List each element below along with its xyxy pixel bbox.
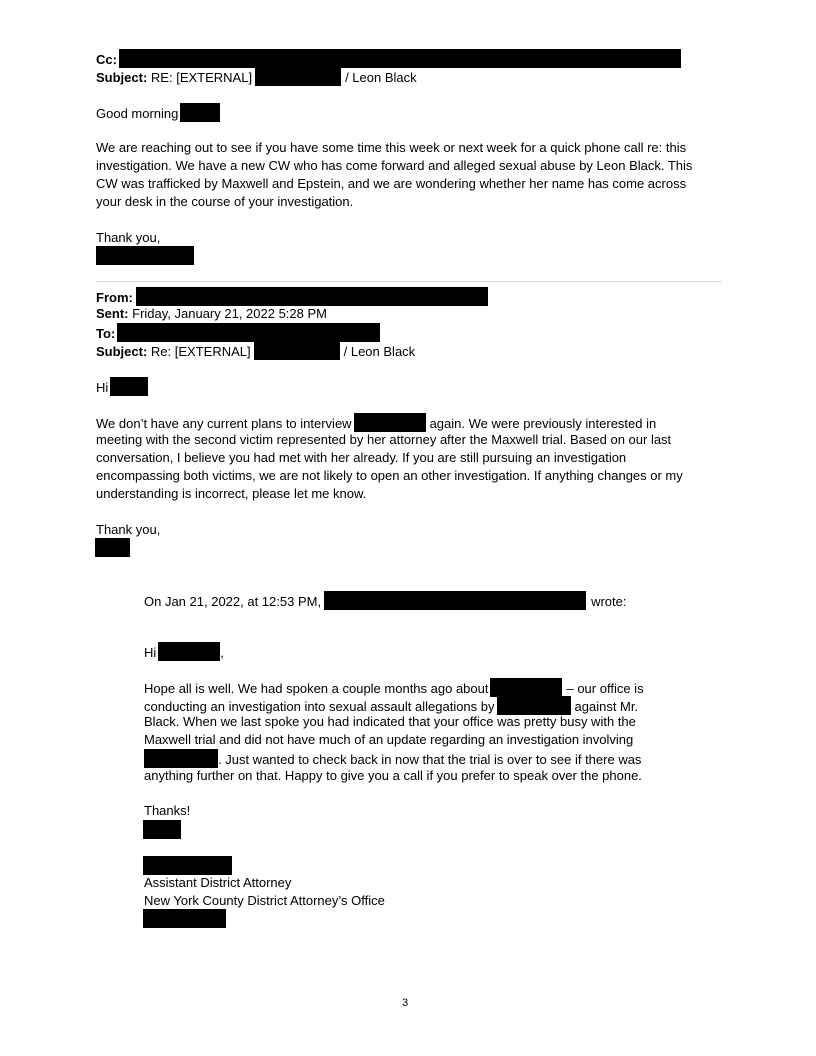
subject-label: Subject:: [96, 70, 148, 85]
signature-redaction: [95, 538, 130, 557]
signature-office: New York County District Attorney’s Office: [144, 893, 385, 908]
sent-value: Friday, January 21, 2022 5:28 PM: [132, 306, 327, 321]
subject-suffix: / Leon Black: [343, 344, 416, 359]
body-line: investigation. We have a new CW who has come forward and alleged sexual abuse by Leon Black. This: [96, 158, 693, 173]
closing: Thank you,: [96, 230, 161, 245]
body-text: again. We were previously interested in: [429, 416, 657, 431]
body-line: conversation, I believe you had met with her already. If you are still pursuing an investigation: [96, 450, 627, 465]
signature-redaction: [143, 820, 181, 839]
greeting: [96, 377, 148, 397]
sent-label: Sent:: [96, 306, 129, 321]
greeting-text: ,: [220, 645, 224, 660]
greeting: [96, 103, 220, 123]
signature-redaction: [143, 909, 226, 928]
closing: Thanks!: [144, 803, 191, 818]
body-line: meeting with the second victim represented by her attorney after the Maxwell trial. Based on our last: [96, 432, 672, 447]
subject-label: Subject:: [96, 344, 148, 359]
greeting-text: Good morning: [96, 106, 179, 121]
body-line: We are reaching out to see if you have some time this week or next week for a quick phone call re: this: [96, 140, 687, 155]
body-text: Hope all is well. We had spoken a couple months ago about: [144, 681, 489, 696]
redaction: [255, 67, 341, 86]
body-text: conducting an investigation into sexual assault allegations by: [144, 699, 495, 714]
signature-redaction: [96, 246, 194, 265]
greeting-text: Hi: [96, 380, 109, 395]
redaction: [254, 341, 340, 360]
redaction: [324, 591, 586, 610]
signature-title: Assistant District Attorney: [144, 875, 292, 890]
body-line: your desk in the course of your investigation.: [96, 194, 354, 209]
body-line: [144, 678, 644, 698]
subject-prefix: RE: [EXTERNAL]: [150, 70, 253, 85]
redaction: [119, 49, 681, 68]
redaction: [136, 287, 488, 306]
redaction: [117, 323, 380, 342]
quote-header-text: On Jan 21, 2022, at 12:53 PM,: [144, 594, 322, 609]
body-line: [144, 749, 641, 769]
body-text: – our office is: [566, 681, 644, 696]
subject-line: [96, 341, 415, 361]
body-line: encompassing both victims, we are not likely to open an other investigation. If anything changes or my: [96, 468, 683, 483]
to-line: [96, 323, 380, 343]
cc-label: Cc:: [96, 52, 117, 67]
redaction: [158, 642, 220, 661]
greeting-text: Hi: [144, 645, 157, 660]
divider: [96, 281, 722, 282]
redaction: [144, 749, 218, 768]
closing: Thank you,: [96, 522, 161, 537]
quote-header: [144, 591, 626, 611]
body-text: We don’t have any current plans to interview: [96, 416, 352, 431]
from-line: [96, 287, 488, 307]
body-line: anything further on that. Happy to give you a call if you prefer to speak over the phone.: [144, 768, 642, 783]
to-label: To:: [96, 326, 116, 341]
redaction: [490, 678, 562, 697]
sent-line: [96, 305, 327, 323]
page-number: 3: [402, 997, 409, 1009]
subject-prefix: Re: [EXTERNAL]: [150, 344, 251, 359]
body-line: Black. When we last spoke you had indicated that your office was pretty busy with the: [144, 714, 636, 729]
cc-line: [96, 49, 681, 69]
signature-redaction: [143, 856, 232, 875]
body-line: CW was trafficked by Maxwell and Epstein, and we are wondering whether her name has come across: [96, 176, 687, 191]
from-label: From:: [96, 290, 133, 305]
body-line: understanding is incorrect, please let me know.: [96, 486, 367, 501]
greeting: [144, 642, 224, 662]
quote-header-text: wrote:: [591, 594, 627, 609]
body-text: . Just wanted to check back in now that the trial is over to see if there was: [218, 752, 642, 767]
body-line: [96, 413, 656, 433]
body-text: against Mr.: [574, 699, 639, 714]
redaction: [180, 103, 220, 122]
body-line: Maxwell trial and did not have much of an update regarding an investigation involving: [144, 732, 634, 747]
subject-line: [96, 67, 417, 87]
redaction: [354, 413, 426, 432]
subject-suffix: / Leon Black: [345, 70, 417, 85]
redaction: [110, 377, 148, 396]
